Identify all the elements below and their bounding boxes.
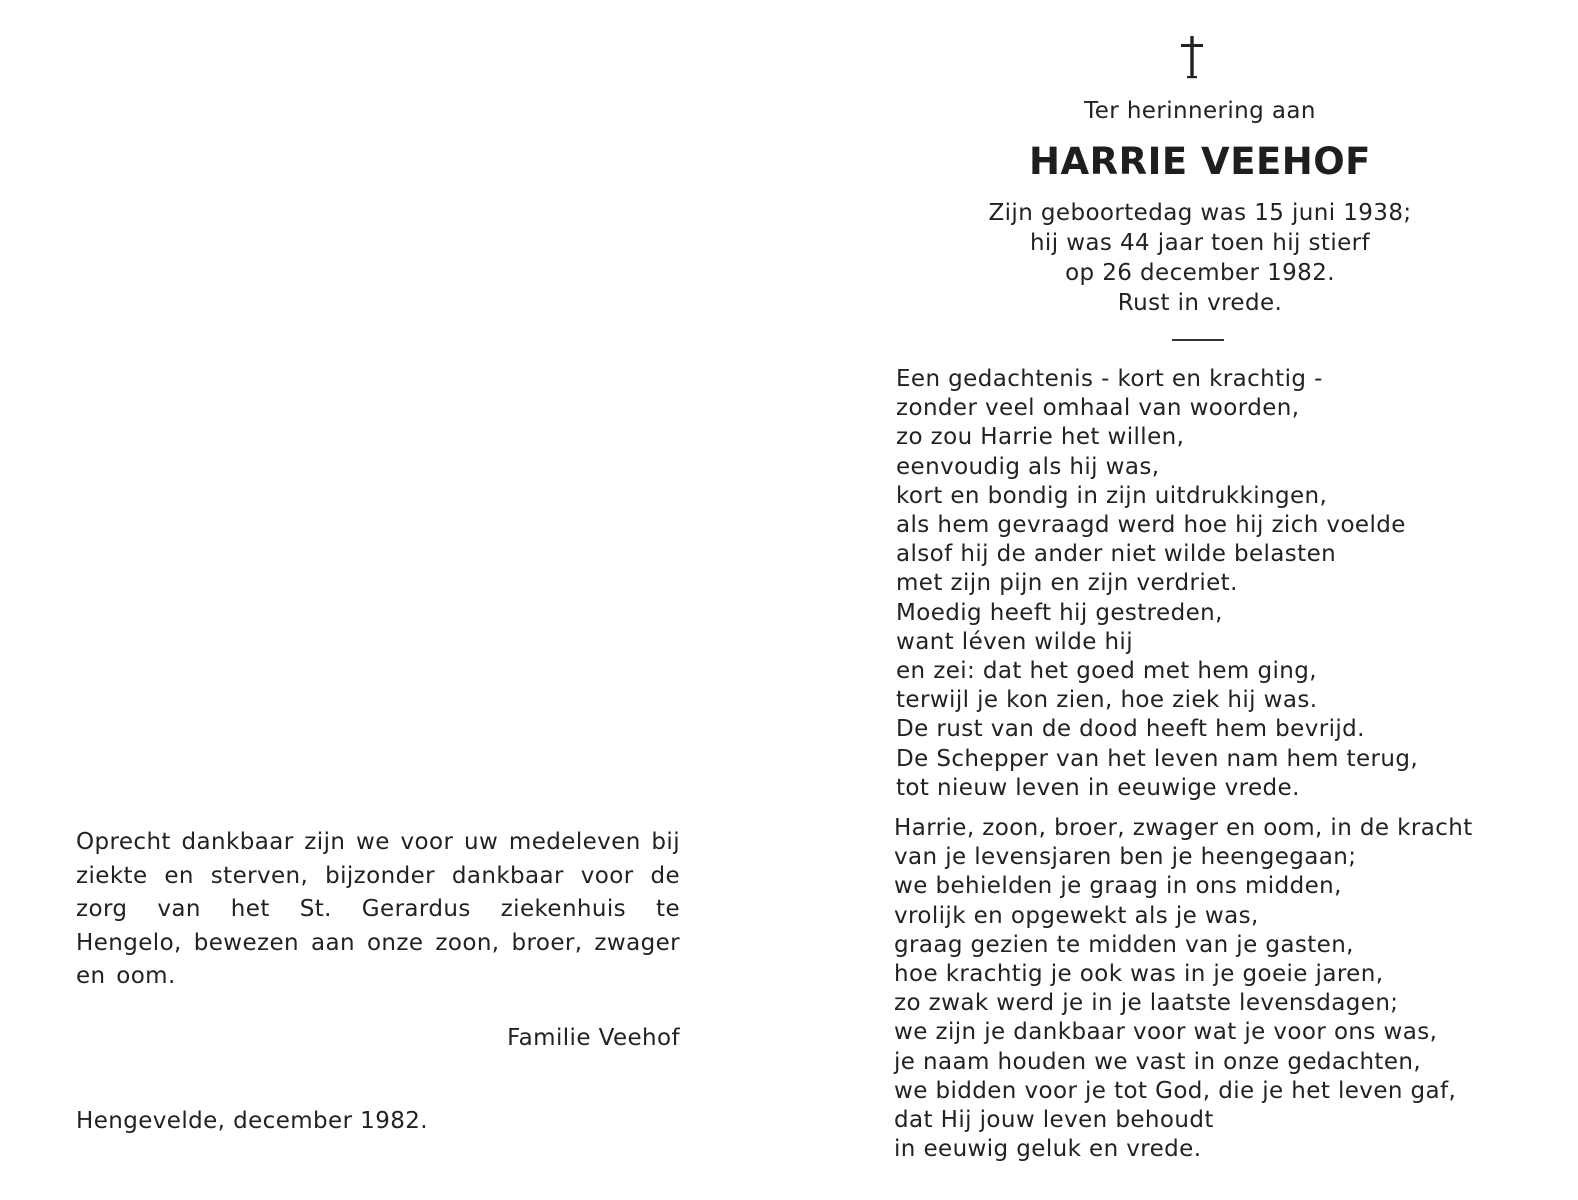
poem-line: we zijn je dankbaar voor wat je voor ons was, bbox=[894, 1019, 1438, 1046]
poem-line: tot nieuw leven in eeuwige vrede. bbox=[896, 774, 1300, 801]
poem-line: zo zou Harrie het willen, bbox=[896, 424, 1185, 451]
right-panel bbox=[780, 0, 1578, 1200]
poem-line: en zei: dat het goed met hem ging, bbox=[896, 658, 1317, 685]
date-line: Zijn geboortedag was 15 juni 1938; bbox=[988, 200, 1412, 226]
poem-line: graag gezien te midden van je gasten, bbox=[894, 931, 1354, 958]
poem-line: want léven wilde hij bbox=[896, 628, 1134, 655]
poem-line: met zijn pijn en zijn verdriet. bbox=[896, 570, 1238, 597]
signature: Familie Veehof bbox=[507, 1025, 680, 1051]
thanks-text: Oprecht dankbaar zijn we voor uw medeleven bij ziekte en sterven, bijzonder dankbaar voor de zorg van het St. Gerardus ziekenhuis te Hengelo, bewezen aan onze zoon, broer, zwager en oom. bbox=[76, 829, 681, 989]
rest-in-peace: Rust in vrede. bbox=[1117, 290, 1283, 316]
date-line: hij was 44 jaar toen hij stierf bbox=[1029, 230, 1371, 256]
deceased-name: HARRIE VEEHOF bbox=[1029, 140, 1371, 183]
poem-stanza-2 bbox=[894, 814, 1578, 1164]
poem-line: Een gedachtenis - kort en krachtig - bbox=[896, 366, 1323, 392]
poem-line: kort en bondig in zijn uitdrukkingen, bbox=[896, 482, 1328, 509]
poem-line: zo zwak werd je in je laatste levensdagen; bbox=[894, 990, 1399, 1017]
poem-line: vrolijk en opgewekt als je was, bbox=[894, 902, 1259, 929]
poem-line: zonder veel omhaal van woorden, bbox=[896, 395, 1300, 422]
poem-line: in eeuwig geluk en vrede. bbox=[894, 1136, 1202, 1163]
poem-line: we behielden je graag in ons midden, bbox=[894, 873, 1342, 900]
poem-line: De rust van de dood heeft hem bevrijd. bbox=[896, 716, 1365, 743]
divider bbox=[1172, 339, 1224, 341]
poem-line: dat Hij jouw leven behoudt bbox=[894, 1107, 1214, 1134]
poem-stanza-1 bbox=[896, 365, 1576, 803]
date-line: op 26 december 1982. bbox=[1065, 260, 1335, 286]
place-date: Hengevelde, december 1982. bbox=[76, 1108, 429, 1134]
intro-text: Ter herinnering aan bbox=[1084, 98, 1316, 124]
poem-line: hoe krachtig je ook was in je goeie jaren, bbox=[894, 961, 1384, 988]
poem-line: we bidden voor je tot God, die je het leven gaf, bbox=[894, 1077, 1457, 1104]
life-dates bbox=[930, 198, 1470, 288]
poem-line: terwijl je kon zien, hoe ziek hij was. bbox=[896, 687, 1318, 714]
poem-line: van je levensjaren ben je heengegaan; bbox=[894, 844, 1357, 871]
poem-line: alsof hij de ander niet wilde belasten bbox=[896, 541, 1337, 568]
cross-icon bbox=[1172, 34, 1212, 80]
poem-line: Harrie, zoon, broer, zwager en oom, in de kracht bbox=[894, 815, 1473, 841]
left-panel bbox=[0, 0, 760, 1200]
poem-line: eenvoudig als hij was, bbox=[896, 453, 1160, 480]
poem-line: als hem gevraagd werd hoe hij zich voelde bbox=[896, 512, 1406, 539]
poem-line: je naam houden we vast in onze gedachten, bbox=[894, 1048, 1422, 1075]
poem-line: Moedig heeft hij gestreden, bbox=[896, 599, 1223, 626]
poem-line: De Schepper van het leven nam hem terug, bbox=[896, 745, 1419, 772]
